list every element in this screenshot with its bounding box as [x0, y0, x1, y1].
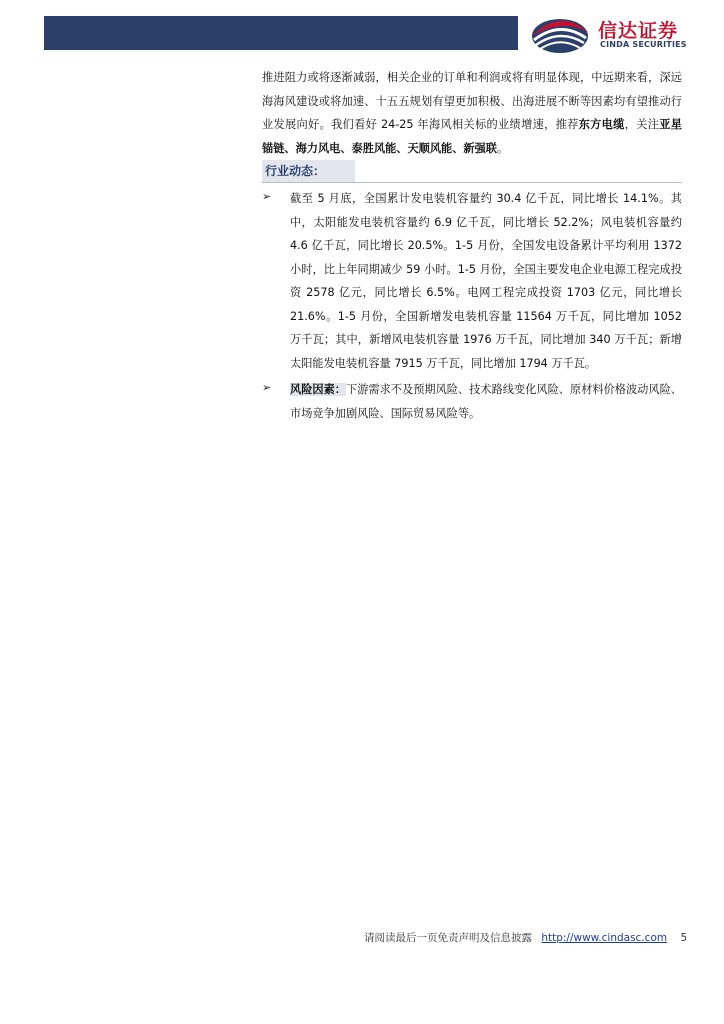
cinda-logo-mark-icon: [528, 12, 592, 56]
intro-text-2: ，关注: [624, 118, 660, 131]
footer-website-link[interactable]: http://www.cindasc.com: [541, 932, 668, 944]
bullet-arrow-icon: ➢: [262, 190, 272, 203]
footer-disclaimer: 请阅读最后一页免责声明及信息披露: [364, 932, 532, 944]
page-footer: [364, 930, 688, 945]
bullet-arrow-icon: ➢: [262, 381, 272, 394]
section-divider: [262, 182, 682, 183]
risk-factors-label: 风险因素：: [290, 383, 346, 396]
bullet-text: [290, 378, 682, 425]
bullet-text: 截至 5 月底，全国累计发电装机容量约 30.4 亿千瓦，同比增长 14.1%。其中，太阳能发电装机容量约 6.9 亿千瓦，同比增长 52.2%；风电装机容量约 4.6 亿千瓦，同比增长 20.5%。1-5 月份，全国发电设备累计平均利用 1372 小时，比上年同期减少 59 小时。1-5 月份，全国主要发电企业电源工程完成投资 2578 亿元，同比增长 6.5%。电网工程完成投资 1703 亿元，同比增长 21.6%。1-5 月份，全国新增发电装机容量 11564 万千瓦，同比增加 1052 万千瓦；其中，新增风电装机容量 1976 万千瓦，同比增加 340 万千瓦；新增太阳能发电装机容量 7915 万千瓦，同比增加 1794 万千瓦。: [290, 192, 682, 370]
logo-chinese-name: 信达证券: [598, 20, 679, 42]
intro-text-3: 。: [496, 141, 509, 155]
intro-text-1: 推进阻力或将逐渐减弱，相关企业的订单和利润或将有明显体现，中远期来看，深远海海风建设或将加速、十五五规划有望更加积极、出海进展不断等因素均有望推动行业发展向好。我们看好 24-25 年海风相关标的业绩增速，推荐: [262, 71, 682, 131]
header-bar: [44, 16, 518, 50]
intro-recommended-stock: 东方电缆: [578, 118, 625, 131]
risk-factors-text: 下游需求不及预期风险、技术路线变化风险、原材料价格波动风险、市场竞争加剧风险、国际贸易风险等。: [290, 383, 682, 420]
cinda-logo: [528, 12, 708, 56]
intro-paragraph: [262, 66, 682, 160]
intro-watch-stocks: 亚星锚链、海力风电、泰胜风能、天顺风能、新强联: [262, 118, 682, 155]
page-number: 5: [680, 932, 688, 944]
section-title-industry-news: 行业动态：: [262, 160, 355, 182]
logo-english-name: CINDA SECURITIES: [600, 40, 687, 49]
